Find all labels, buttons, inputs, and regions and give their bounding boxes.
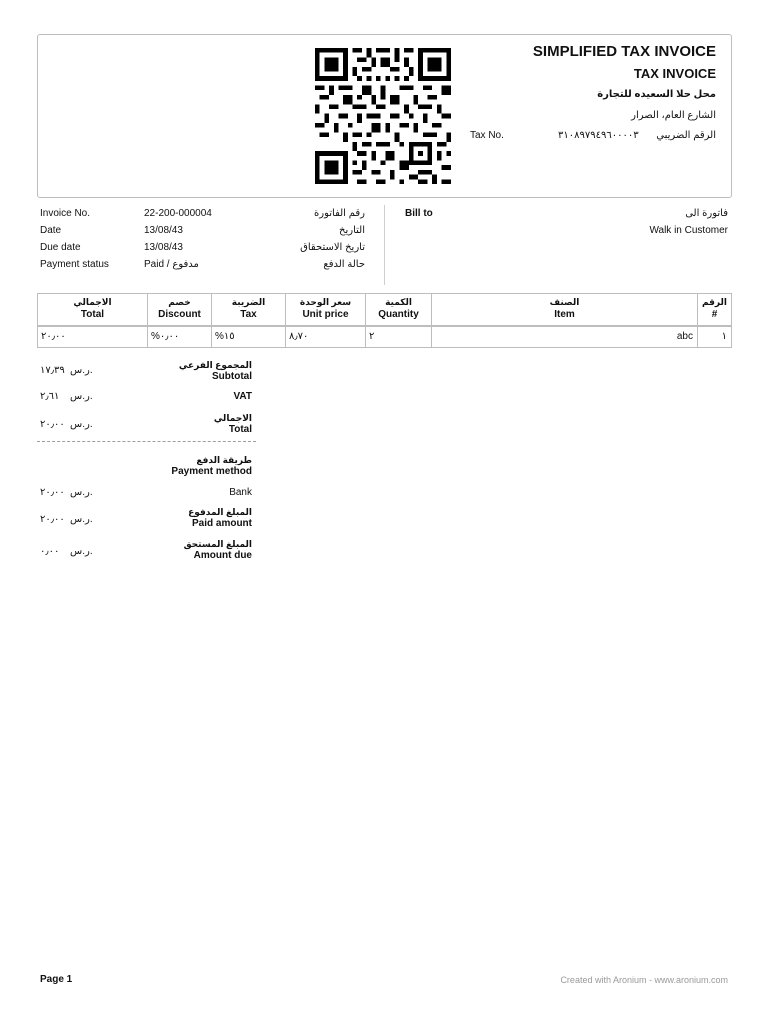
cell-quantity-value: ٢	[369, 331, 375, 342]
subtotal-currency: ر.س.	[70, 365, 93, 376]
date-label-ar: التاريخ	[339, 225, 365, 236]
bank-label: Bank	[229, 487, 252, 498]
cell-item-value: abc	[676, 331, 693, 342]
tax-number-value: ٣١٠٨٩٧٩٤٩٦٠٠٠٠٣	[558, 130, 639, 141]
column-header-unit-price-en: Unit price	[302, 309, 349, 320]
column-header-quantity-ar: الكمية	[385, 297, 412, 307]
amount-due-currency: ر.س.	[70, 546, 93, 557]
cell-number-value: ١	[721, 331, 727, 342]
paid-amount-label-ar: المبلغ المدفوع	[188, 507, 252, 517]
page-number: Page 1	[40, 974, 73, 985]
amount-due-label: Amount due	[193, 550, 252, 561]
bill-to-label-ar: فاتورة الى	[685, 208, 728, 219]
bank-currency: ر.س.	[70, 487, 93, 498]
total-label: Total	[228, 424, 252, 435]
invoice-title: SIMPLIFIED TAX INVOICE	[532, 43, 716, 60]
paid-amount-value: ٢٠٫٠٠	[40, 514, 65, 525]
column-header-total	[38, 294, 147, 325]
cell-tax	[211, 327, 285, 347]
column-header-total-en: Total	[80, 309, 105, 320]
amount-due-value: ٠٫٠٠	[40, 546, 60, 557]
shop-name: محل حلا السعيده للتجارة	[597, 89, 716, 100]
cell-unit-price-value: ٨٫٧٠	[289, 331, 309, 342]
column-header-number	[697, 294, 731, 325]
invoice-number-label: Invoice No.	[40, 208, 91, 219]
qr-code	[313, 48, 453, 184]
vat-value: ٢٫٦١	[40, 391, 60, 402]
total-value: ٢٠٫٠٠	[40, 419, 65, 430]
subtotal-label-ar: المجموع الفرعي	[178, 360, 252, 370]
column-header-unit-price	[285, 294, 365, 325]
column-header-item-ar: الصنف	[549, 297, 580, 307]
table-row	[37, 327, 732, 348]
tax-number-label-ar: الرقم الضريبي	[656, 130, 716, 141]
customer-name: Walk in Customer	[649, 225, 728, 236]
subtotal-value: ١٧٫٣٩	[40, 365, 65, 376]
column-header-discount-en: Discount	[158, 309, 201, 320]
cell-tax-value: %١٥	[215, 331, 235, 342]
invoice-number-label-ar: رقم الفاتورة	[314, 208, 365, 219]
due-date-label-ar: تاريخ الاستحقاق	[300, 242, 365, 253]
due-date-value: 13/08/43	[144, 242, 183, 253]
shop-address: الشارع العام، الصرار	[631, 110, 716, 121]
payment-status-row	[40, 259, 365, 275]
payment-status-label-ar: حالة الدفع	[323, 259, 365, 270]
column-header-discount	[147, 294, 211, 325]
date-label: Date	[40, 225, 62, 236]
items-table-header	[37, 293, 732, 327]
column-header-number-ar: الرقم	[701, 297, 727, 307]
tax-number-label: Tax No.	[470, 130, 504, 141]
cell-quantity	[365, 327, 431, 347]
amount-due-label-ar: المبلغ المستحق	[183, 539, 252, 549]
invoice-number-row	[40, 208, 365, 224]
summary-divider	[37, 441, 256, 442]
cell-total-value: ٢٠٫٠٠	[41, 331, 66, 342]
invoice-number-value: 22-200-000004	[144, 208, 212, 219]
payment-status-value: Paid / مدفوع	[144, 259, 199, 270]
payment-method-label: Payment method	[171, 466, 252, 477]
cell-total	[38, 327, 147, 347]
total-label-ar: الاجمالي	[213, 413, 252, 423]
paid-amount-currency: ر.س.	[70, 514, 93, 525]
invoice-subtitle: TAX INVOICE	[633, 66, 716, 81]
column-header-number-en: #	[711, 309, 718, 320]
vat-currency: ر.س.	[70, 391, 93, 402]
vat-label: VAT	[233, 391, 252, 402]
column-header-total-ar: الاجمالي	[73, 297, 112, 307]
due-date-row	[40, 242, 365, 258]
column-header-quantity-en: Quantity	[378, 309, 419, 320]
payment-method-label-ar: طريقة الدفع	[196, 455, 252, 465]
column-header-discount-ar: خصم	[168, 297, 191, 307]
footer-credit: Created with Aronium - www.aronium.com	[560, 975, 728, 985]
paid-amount-label: Paid amount	[191, 518, 252, 529]
cell-number	[697, 327, 731, 347]
column-header-tax-ar: الضريبة	[231, 297, 266, 307]
bill-to-label: Bill to	[405, 208, 433, 219]
info-divider	[384, 205, 385, 285]
cell-item	[431, 327, 697, 347]
cell-discount-value: %٠٫٠٠	[151, 331, 180, 342]
bank-value: ٢٠٫٠٠	[40, 487, 65, 498]
payment-status-label: Payment status	[40, 259, 109, 270]
due-date-label: Due date	[40, 242, 81, 253]
cell-unit-price	[285, 327, 365, 347]
column-header-unit-price-ar: سعر الوحدة	[299, 297, 352, 307]
column-header-item	[431, 294, 697, 325]
subtotal-label: Subtotal	[212, 371, 252, 382]
column-header-item-en: Item	[554, 309, 575, 320]
column-header-tax-en: Tax	[240, 309, 257, 320]
cell-discount	[147, 327, 211, 347]
date-row	[40, 225, 365, 241]
total-currency: ر.س.	[70, 419, 93, 430]
date-value: 13/08/43	[144, 225, 183, 236]
column-header-quantity	[365, 294, 431, 325]
column-header-tax	[211, 294, 285, 325]
